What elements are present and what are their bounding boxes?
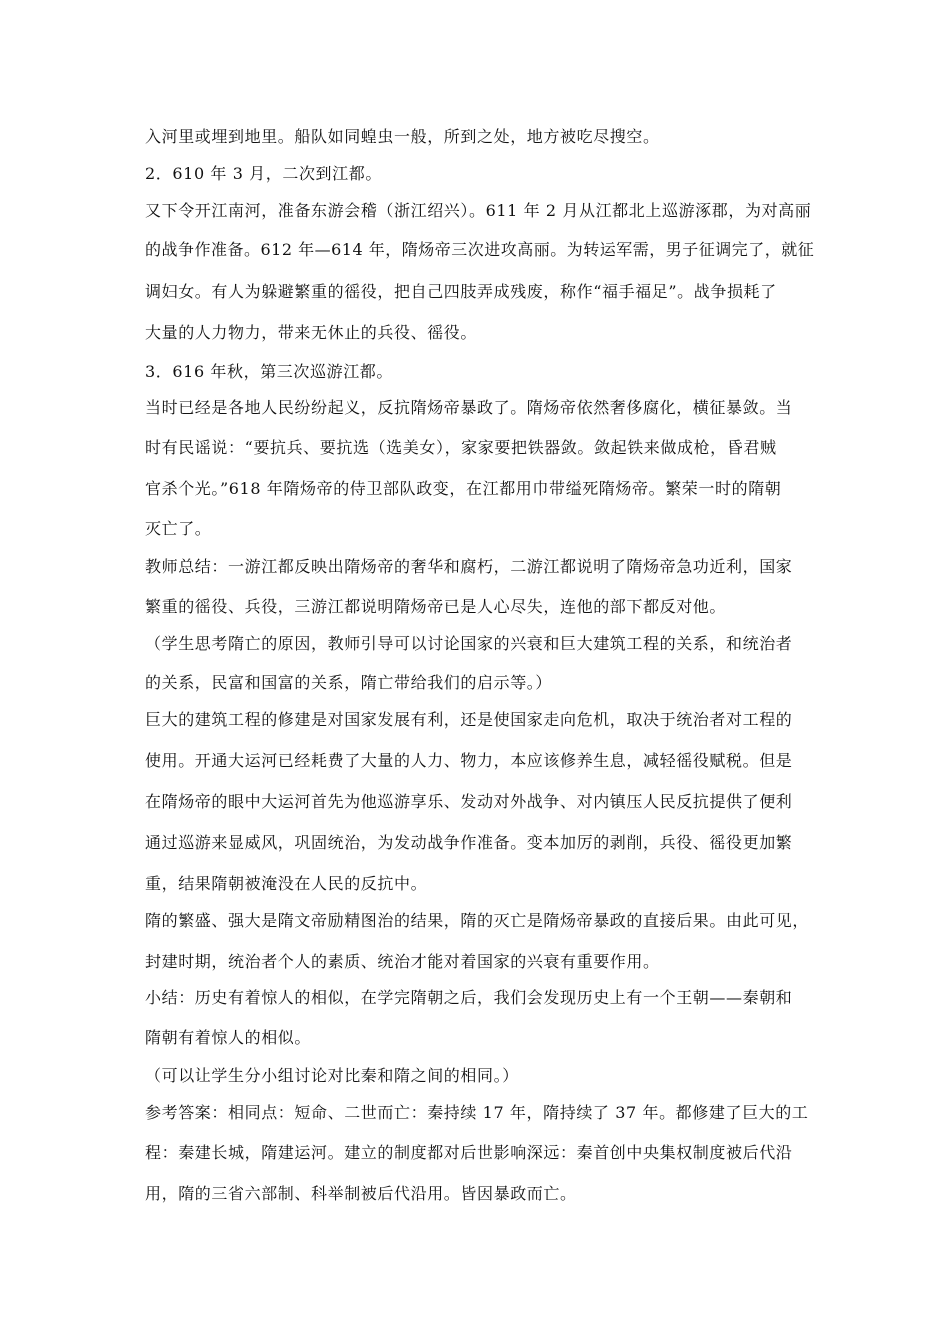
paragraph-line: 在隋炀帝的眼中大运河首先为他巡游享乐、发动对外战争、对内镇压人民反抗提供了便利 [145, 792, 793, 811]
paragraph-line: 重，结果隋朝被淹没在人民的反抗中。 [145, 874, 428, 893]
paragraph-line: 又下令开江南河，准备东游会稽（浙江绍兴）。611 年 2 月从江都北上巡游涿郡，为对高丽 [145, 201, 812, 220]
paragraph-line: 参考答案：相同点：短命、二世而亡：秦持续 17 年，隋持续了 37 年。都修建了巨大的工 [145, 1103, 809, 1122]
paragraph-line: （可以让学生分小组讨论对比秦和隋之间的相同。） [145, 1066, 519, 1085]
paragraph-line: 入河里或埋到地里。船队如同蝗虫一般，所到之处，地方被吃尽搜空。 [145, 127, 660, 146]
paragraph-line: 灭亡了。 [145, 519, 212, 538]
paragraph-line: 官杀个光。”618 年隋炀帝的侍卫部队政变，在江都用巾带缢死隋炀帝。繁荣一时的隋朝 [145, 479, 782, 498]
paragraph-line: 的战争作准备。612 年—614 年，隋炀帝三次进攻高丽。为转运军需，男子征调完了，就征 [145, 240, 815, 259]
paragraph-line: 隋的繁盛、强大是隋文帝励精图治的结果，隋的灭亡是隋炀帝暴政的直接后果。由此可见， [145, 911, 810, 930]
paragraph-line: 时有民谣说：“要抗兵、要抗选（选美女），家家要把铁器敛。敛起铁来做成枪，昏君贼 [145, 438, 777, 457]
paragraph-line: 大量的人力物力，带来无休止的兵役、徭役。 [145, 323, 478, 342]
paragraph-line: 程：秦建长城，隋建运河。建立的制度都对后世影响深远：秦首创中央集权制度被后代沿 [145, 1143, 793, 1162]
section-heading: 2．610 年 3 月，二次到江都。 [145, 164, 382, 183]
paragraph-line: 隋朝有着惊人的相似。 [145, 1028, 312, 1047]
paragraph-line: 封建时期，统治者个人的素质、统治才能对着国家的兴衰有重要作用。 [145, 952, 660, 971]
section-heading: 3．616 年秋，第三次巡游江都。 [145, 362, 394, 381]
paragraph-line: 繁重的徭役、兵役，三游江都说明隋炀帝已是人心尽失，连他的部下都反对他。 [145, 597, 727, 616]
paragraph-line: 使用。开通大运河已经耗费了大量的人力、物力，本应该修养生息，减轻徭役赋税。但是 [145, 751, 793, 770]
paragraph-line: （学生思考隋亡的原因，教师引导可以讨论国家的兴衰和巨大建筑工程的关系，和统治者 [145, 634, 793, 653]
paragraph-line: 当时已经是各地人民纷纷起义，反抗隋炀帝暴政了。隋炀帝依然奢侈腐化，横征暴敛。当 [145, 398, 793, 417]
paragraph-line: 调妇女。有人为躲避繁重的徭役，把自己四肢弄成残废，称作“福手福足”。战争损耗了 [145, 282, 777, 301]
paragraph-line: 教师总结：一游江都反映出隋炀帝的奢华和腐朽，二游江都说明了隋炀帝急功近利，国家 [145, 557, 793, 576]
paragraph-line: 小结：历史有着惊人的相似，在学完隋朝之后，我们会发现历史上有一个王朝——秦朝和 [145, 988, 793, 1007]
paragraph-line: 的关系，民富和国富的关系，隋亡带给我们的启示等。） [145, 673, 553, 692]
paragraph-line: 用，隋的三省六部制、科举制被后代沿用。皆因暴政而亡。 [145, 1184, 577, 1203]
paragraph-line: 通过巡游来显威风，巩固统治，为发动战争作准备。变本加厉的剥削，兵役、徭役更加繁 [145, 833, 793, 852]
paragraph-line: 巨大的建筑工程的修建是对国家发展有利，还是使国家走向危机，取决于统治者对工程的 [145, 710, 793, 729]
